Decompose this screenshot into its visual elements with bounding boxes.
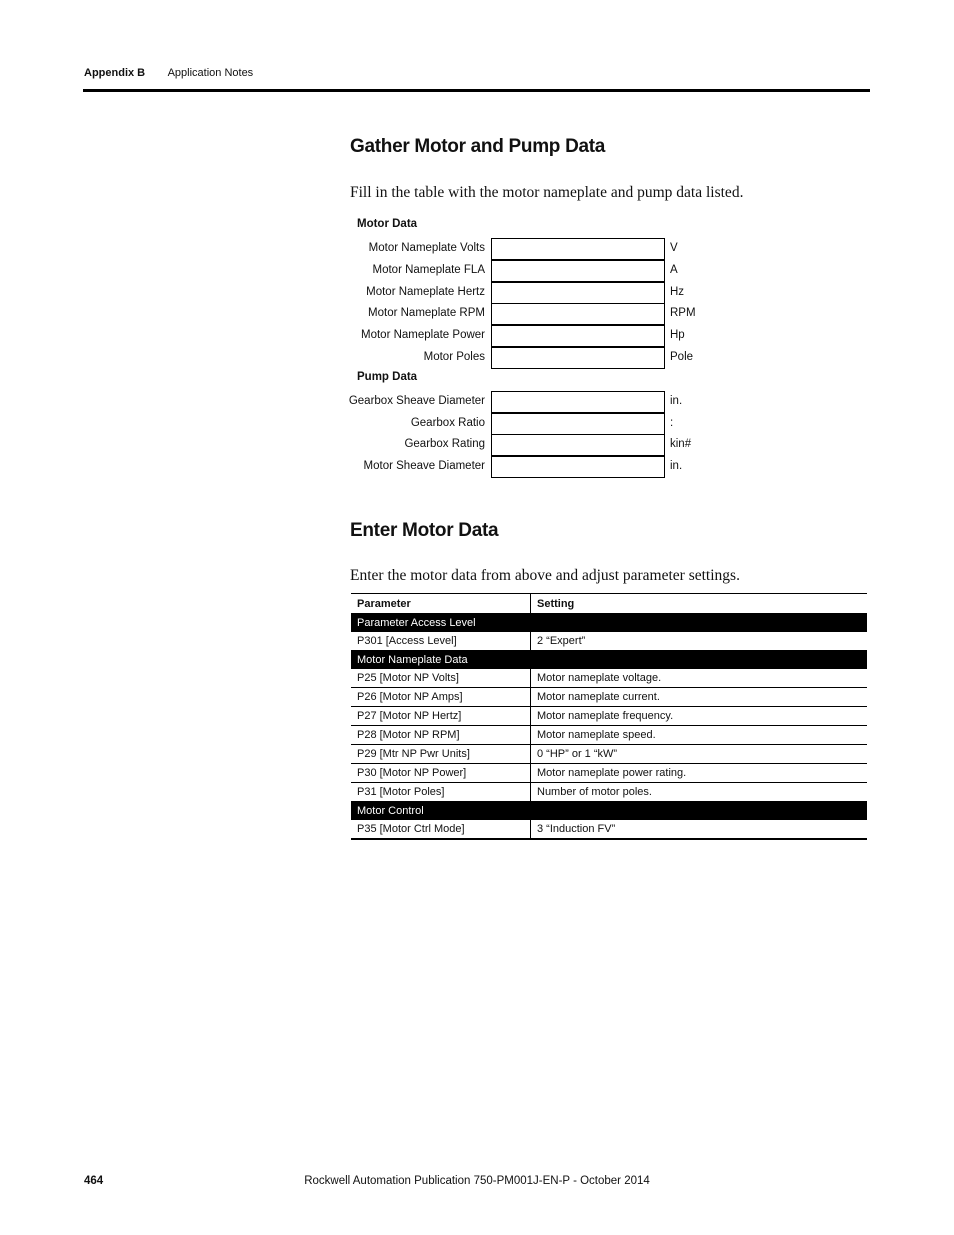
field-label: Gearbox Sheave Diameter <box>348 395 485 407</box>
table-row <box>351 726 867 745</box>
field-motor-rpm <box>330 303 750 325</box>
gearbox-rating-input[interactable] <box>491 434 665 456</box>
field-motor-hertz <box>330 282 750 304</box>
field-unit: : <box>670 417 674 429</box>
parameter-cell: P35 [Motor Ctrl Mode] <box>351 820 531 839</box>
field-label: Gearbox Ratio <box>410 417 485 429</box>
parameter-cell: P25 [Motor NP Volts] <box>351 669 531 688</box>
table-row <box>351 820 867 839</box>
parameter-cell: P31 [Motor Poles] <box>351 783 531 802</box>
field-label: Motor Sheave Diameter <box>363 460 485 472</box>
field-unit: Pole <box>670 351 694 363</box>
field-label: Motor Nameplate Power <box>361 329 485 341</box>
gearbox-sheave-diameter-input[interactable] <box>491 391 665 413</box>
setting-cell: 3 “Induction FV” <box>537 823 616 835</box>
enter-intro: Enter the motor data from above and adjust parameter settings. <box>350 567 740 584</box>
setting-cell: Motor nameplate power rating. <box>531 764 868 783</box>
field-motor-sheave-diameter <box>330 456 750 478</box>
setting-cell: Motor nameplate frequency. <box>531 707 868 726</box>
motor-hertz-input[interactable] <box>491 282 665 304</box>
parameter-cell: P27 [Motor NP Hertz] <box>351 707 531 726</box>
table-row <box>351 745 867 764</box>
header-appendix: Appendix B <box>84 67 146 79</box>
field-gearbox-ratio <box>330 413 750 435</box>
parameter-table <box>351 593 867 840</box>
setting-cell: Number of motor poles. <box>531 783 868 802</box>
motor-power-input[interactable] <box>491 325 665 347</box>
field-unit: V <box>670 242 678 254</box>
motor-rpm-input[interactable] <box>491 303 665 325</box>
setting-cell: 2 “Expert” <box>531 632 868 651</box>
field-label: Motor Nameplate RPM <box>368 307 485 319</box>
table-row <box>351 764 867 783</box>
field-unit: in. <box>670 460 683 472</box>
field-label: Gearbox Rating <box>404 438 485 450</box>
table-row <box>351 669 867 688</box>
table-row <box>351 783 867 802</box>
motor-sheave-diameter-input[interactable] <box>491 456 665 478</box>
pump-data-label: Pump Data <box>357 371 418 383</box>
col-header-setting: Setting <box>531 594 868 614</box>
parameter-cell: P301 [Access Level] <box>351 632 531 651</box>
field-unit: in. <box>670 395 683 407</box>
table-row <box>351 688 867 707</box>
field-label: Motor Poles <box>423 351 485 363</box>
page-number: 464 <box>84 1175 104 1187</box>
field-motor-fla <box>330 260 750 282</box>
motor-data-label: Motor Data <box>357 218 418 230</box>
gearbox-ratio-input[interactable] <box>491 413 665 435</box>
running-header <box>84 67 253 79</box>
setting-cell: Motor nameplate speed. <box>531 726 868 745</box>
section-title: Motor Control <box>351 802 867 821</box>
table-row <box>351 632 867 651</box>
setting-cell: 0 “HP” or 1 “kW” <box>531 745 868 764</box>
field-motor-volts <box>330 238 750 260</box>
field-gearbox-rating <box>330 434 750 456</box>
section-row <box>351 651 867 670</box>
field-unit: kin# <box>670 438 692 450</box>
section-row <box>351 614 867 633</box>
header-section: Application Notes <box>167 67 254 79</box>
enter-title: Enter Motor Data <box>350 520 499 541</box>
gather-intro: Fill in the table with the motor nameplate and pump data listed. <box>350 184 744 201</box>
field-motor-power <box>330 325 750 347</box>
field-label: Motor Nameplate Volts <box>368 242 485 254</box>
header-rule <box>83 89 870 92</box>
motor-poles-input[interactable] <box>491 347 665 369</box>
parameter-cell: P29 [Mtr NP Pwr Units] <box>351 745 531 764</box>
section-row <box>351 802 867 821</box>
field-unit: Hp <box>670 329 685 341</box>
field-motor-poles <box>330 347 750 369</box>
col-header-parameter: Parameter <box>351 594 531 614</box>
motor-fla-input[interactable] <box>491 260 665 282</box>
setting-cell: Motor nameplate voltage. <box>531 669 868 688</box>
field-gearbox-sheave-diameter <box>330 391 750 413</box>
field-unit: RPM <box>670 307 696 319</box>
motor-volts-input[interactable] <box>491 238 665 260</box>
section-title: Motor Nameplate Data <box>351 651 867 670</box>
field-label: Motor Nameplate FLA <box>372 264 485 276</box>
parameter-cell: P26 [Motor NP Amps] <box>351 688 531 707</box>
field-unit: A <box>670 264 678 276</box>
section-title: Parameter Access Level <box>351 614 867 633</box>
field-unit: Hz <box>670 286 685 298</box>
setting-cell: Motor nameplate current. <box>531 688 868 707</box>
parameter-cell: P28 [Motor NP RPM] <box>351 726 531 745</box>
field-label: Motor Nameplate Hertz <box>366 286 485 298</box>
gather-title: Gather Motor and Pump Data <box>350 136 606 157</box>
table-row <box>351 707 867 726</box>
publication-footer: Rockwell Automation Publication 750-PM001J-EN-P - October 2014 <box>304 1175 650 1187</box>
parameter-cell: P30 [Motor NP Power] <box>351 764 531 783</box>
